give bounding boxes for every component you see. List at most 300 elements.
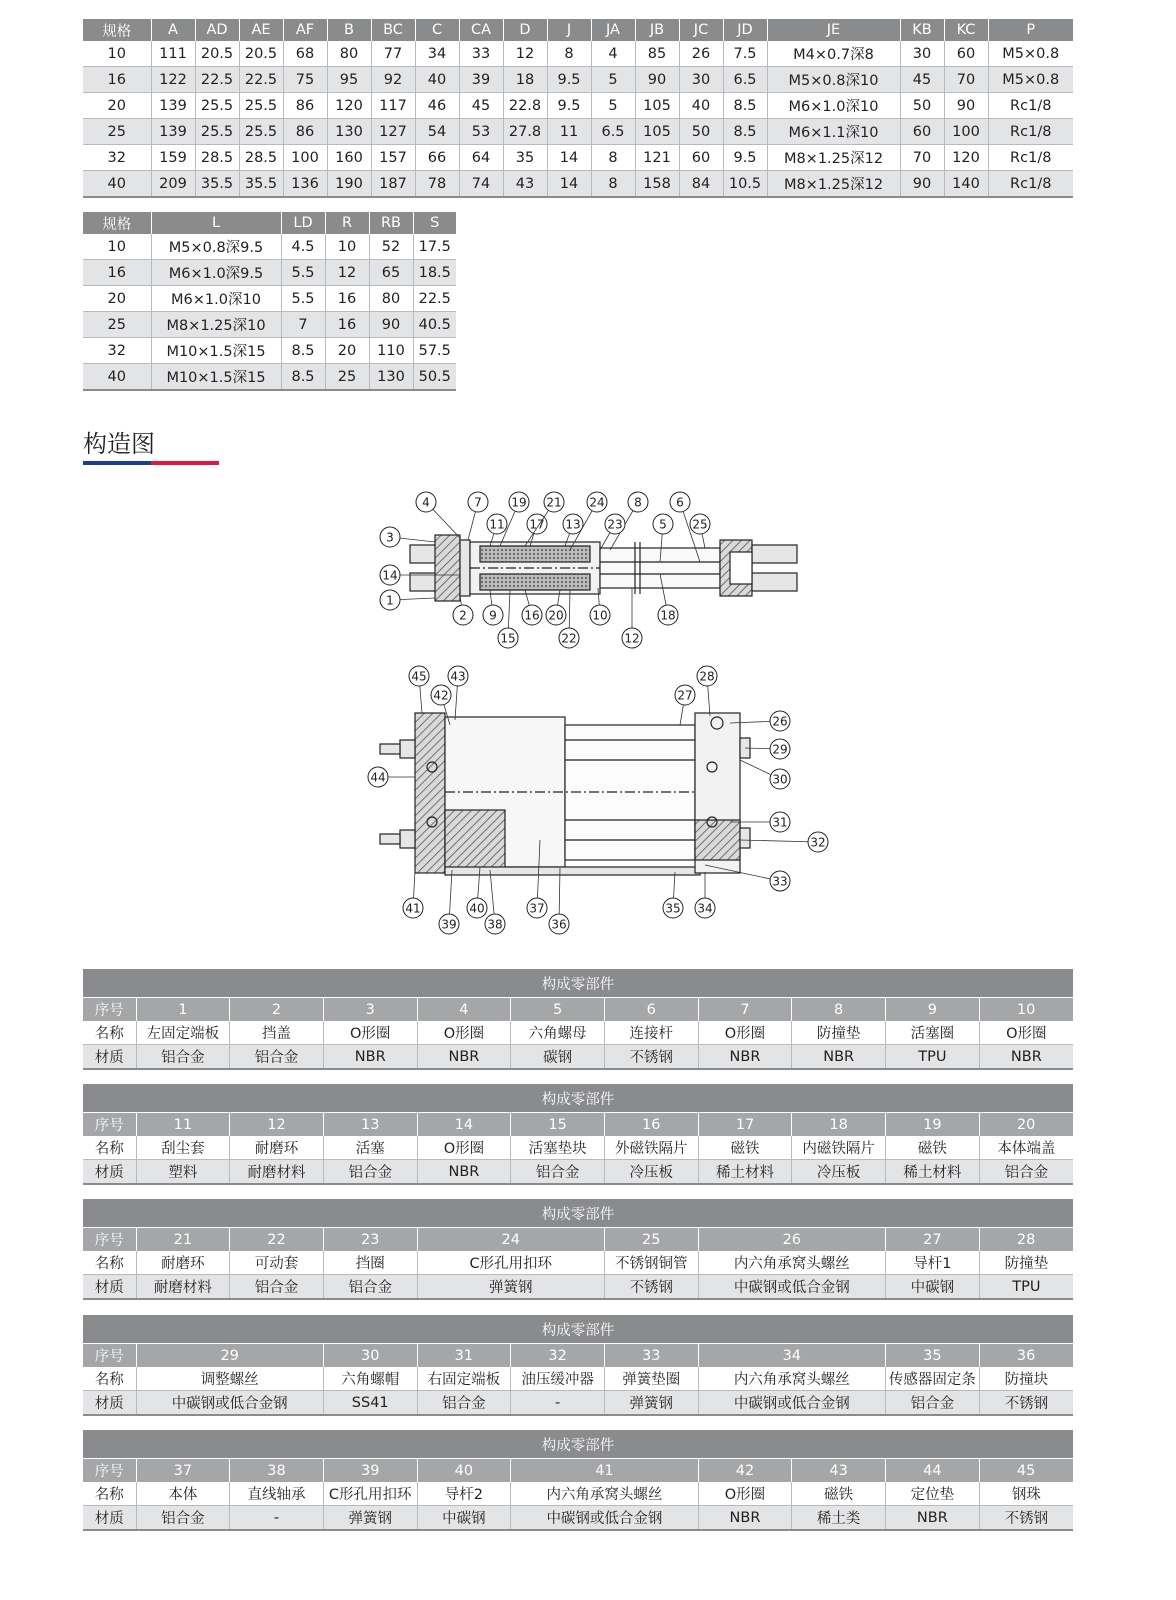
parts-cell: 30 [323,1344,417,1368]
parts-cell: O形圈 [417,1021,511,1045]
table-cell: 75 [283,67,327,93]
parts-cell: 6 [604,998,698,1022]
parts-cell: 铝合金 [417,1391,511,1416]
callout-number: 35 [665,901,681,916]
parts-table [83,1430,1074,1531]
parts-cell: C形孔用扣环 [323,1482,417,1506]
table-cell: 25 [325,364,369,391]
table-cell: 57.5 [413,338,456,364]
parts-cell: NBR [792,1045,886,1070]
parts-cell: 17 [698,1113,792,1137]
table-cell: 136 [283,171,327,198]
parts-cell: 15 [511,1113,605,1137]
parts-cell: 防撞垫 [979,1251,1073,1275]
callout-number: 22 [561,631,577,646]
table-cell: M4×0.7深8 [767,41,900,67]
parts-cell: 挡圈 [323,1251,417,1275]
table-cell: 90 [635,67,679,93]
row-label: 材质 [83,1160,136,1185]
parts-cell: 42 [698,1459,792,1483]
parts-cell: 铝合金 [323,1160,417,1185]
parts-cell: - [230,1506,324,1531]
column-header: 规格 [83,19,151,41]
table-cell: M10×1.5深15 [151,364,281,391]
table-cell: 8 [591,145,635,171]
parts-caption-row [83,1199,1073,1228]
parts-cell: 本体端盖 [979,1136,1073,1160]
parts-row-material [83,1275,1073,1300]
table-row [83,145,1073,171]
table-cell: 35.5 [195,171,239,198]
parts-cell: 40 [417,1459,511,1483]
callout-number: 20 [548,608,564,623]
table-cell: 22.8 [503,93,547,119]
parts-row-name [83,1021,1073,1045]
parts-cell: 磁铁 [792,1482,886,1506]
column-header: CA [459,19,503,41]
table-cell: M5×0.8 [988,41,1073,67]
table-row [83,338,456,364]
parts-cell: 39 [323,1459,417,1483]
table-cell: 18.5 [413,260,456,286]
callout-number: 3 [386,530,394,545]
parts-cell: 挡盖 [230,1021,324,1045]
section-title: 构造图 [83,430,155,458]
table-cell: M8×1.25深12 [767,171,900,198]
row-label: 名称 [83,1251,136,1275]
table-cell: 80 [327,41,371,67]
parts-cell: 内六角承窝头螺丝 [698,1251,885,1275]
table-cell: 22.5 [195,67,239,93]
parts-cell: 26 [698,1228,885,1252]
table-cell: 20.5 [239,41,283,67]
callout-number: 7 [474,495,482,510]
table-cell: 127 [371,119,415,145]
table-cell: 22.5 [413,286,456,312]
table-cell: 121 [635,145,679,171]
parts-cell: NBR [886,1506,980,1531]
table-cell: 26 [679,41,723,67]
callout-number: 31 [772,815,788,830]
row-label: 名称 [83,1136,136,1160]
plan-view [380,713,750,875]
table-cell: 60 [944,41,988,67]
callout-number: 27 [677,688,693,703]
table-cell: 52 [369,234,413,260]
row-label: 序号 [83,1228,136,1252]
table-cell: 22.5 [239,67,283,93]
table-cell: 16 [83,67,151,93]
parts-cell: 六角螺母 [511,1021,605,1045]
parts-cell: 弹簧钢 [323,1506,417,1531]
table-cell: 140 [944,171,988,198]
table-cell: 86 [283,93,327,119]
table-cell: 16 [325,312,369,338]
table-cell: M5×0.8 [988,67,1073,93]
table-cell: 66 [415,145,459,171]
parts-cell: 钢珠 [979,1482,1073,1506]
parts-cell: 铝合金 [886,1391,980,1416]
callout-number: 36 [551,917,567,932]
table-cell: 8.5 [281,364,325,391]
column-header: D [503,19,547,41]
table-cell: M6×1.0深10 [767,93,900,119]
table-cell: 28.5 [195,145,239,171]
table-cell: 40 [415,67,459,93]
table-cell: 28.5 [239,145,283,171]
table-cell: 10 [83,234,151,260]
table-cell: 5.5 [281,286,325,312]
callout-number: 6 [676,495,684,510]
callout-number: 24 [589,495,605,510]
table-cell: 9.5 [723,145,767,171]
parts-cell: 44 [886,1459,980,1483]
parts-cell: 耐磨环 [136,1251,230,1275]
table-cell: 8.5 [723,93,767,119]
callout-number: 44 [370,770,386,785]
parts-cell: 28 [979,1228,1073,1252]
parts-cell: TPU [979,1275,1073,1300]
callout-number: 34 [697,901,713,916]
table-cell: M6×1.1深10 [767,119,900,145]
table-cell: 158 [635,171,679,198]
parts-cell: 31 [417,1344,511,1368]
parts-cell: 活塞圈 [886,1021,980,1045]
parts-row-num [83,1228,1073,1252]
table-cell: 5 [591,93,635,119]
table-cell: 50 [900,93,944,119]
parts-cell: 34 [698,1344,885,1368]
row-label: 名称 [83,1021,136,1045]
table-cell: 25.5 [195,93,239,119]
parts-cell: 中碳钢 [417,1506,511,1531]
table-cell: 12 [325,260,369,286]
table-cell: 39 [459,67,503,93]
table-cell: 54 [415,119,459,145]
parts-cell: 5 [511,998,605,1022]
parts-cell: 铝合金 [323,1275,417,1300]
column-header: J [547,19,591,41]
parts-cell: 防撞垫 [792,1021,886,1045]
table-cell: 50 [679,119,723,145]
table-cell: 9.5 [547,93,591,119]
parts-cell: 29 [136,1344,323,1368]
table-cell: 8.5 [723,119,767,145]
column-header: R [325,212,369,234]
parts-cell: 9 [886,998,980,1022]
parts-caption-row [83,1084,1073,1113]
table-cell: 70 [944,67,988,93]
parts-cell: 中碳钢或低合金钢 [698,1275,885,1300]
table-cell: 86 [283,119,327,145]
column-header: JA [591,19,635,41]
column-header: S [413,212,456,234]
table-cell: 130 [369,364,413,391]
parts-cell: 中碳钢或低合金钢 [698,1391,885,1416]
table-cell: 90 [369,312,413,338]
parts-row-material [83,1391,1073,1416]
parts-cell: NBR [417,1045,511,1070]
table-cell: 187 [371,171,415,198]
callout-number: 41 [405,901,421,916]
row-label: 材质 [83,1391,136,1416]
column-header: KB [900,19,944,41]
callout-number: 14 [382,568,398,583]
parts-cell: NBR [698,1506,792,1531]
parts-cell: 14 [417,1113,511,1137]
parts-row-num [83,1459,1073,1483]
parts-row-material [83,1160,1073,1185]
parts-cell: 2 [230,998,324,1022]
callout-number: 4 [422,495,430,510]
callout-number: 25 [692,517,708,532]
parts-cell: 32 [511,1344,605,1368]
parts-table [83,1315,1074,1416]
parts-cell: 碳钢 [511,1045,605,1070]
table-cell: 8 [591,171,635,198]
table-cell: 40 [679,93,723,119]
parts-row-num [83,998,1073,1022]
callout-number: 33 [772,874,788,889]
table-cell: 10.5 [723,171,767,198]
column-header: JB [635,19,679,41]
table-cell: 32 [83,338,151,364]
callout-number: 10 [592,608,608,623]
row-label: 序号 [83,1113,136,1137]
parts-caption: 构成零部件 [83,1084,1073,1113]
parts-cell: NBR [698,1045,792,1070]
table-cell: 100 [283,145,327,171]
table-cell: 25 [83,119,151,145]
table-cell: 209 [151,171,195,198]
parts-row-name [83,1136,1073,1160]
parts-row-name [83,1367,1073,1391]
parts-cell: 10 [979,998,1073,1022]
column-header: 规格 [83,212,151,234]
parts-row-num [83,1113,1073,1137]
parts-cell: 12 [230,1113,324,1137]
table-cell: 40 [83,171,151,198]
parts-caption: 构成零部件 [83,969,1073,998]
table-cell: 4.5 [281,234,325,260]
table-cell: 11 [547,119,591,145]
parts-cell: NBR [979,1045,1073,1070]
table-cell: 34 [415,41,459,67]
table-cell: 20 [83,286,151,312]
callout-number: 40 [469,901,485,916]
parts-cell: 中碳钢或低合金钢 [511,1506,698,1531]
parts-cell: 20 [979,1113,1073,1137]
parts-table [83,1199,1074,1300]
table-cell: M8×1.25深12 [767,145,900,171]
parts-cell: 27 [886,1228,980,1252]
parts-cell: 稀土类 [792,1506,886,1531]
callout-number: 23 [607,517,623,532]
table-cell: 65 [369,260,413,286]
parts-cell: 7 [698,998,792,1022]
callout-number: 13 [565,517,581,532]
parts-cell: 耐磨材料 [136,1275,230,1300]
table-cell: 130 [327,119,371,145]
callout-number: 42 [433,688,449,703]
table-cell: 139 [151,119,195,145]
table-cell: M6×1.0深10 [151,286,281,312]
table-cell: 5.5 [281,260,325,286]
parts-cell: 11 [136,1113,230,1137]
row-label: 名称 [83,1482,136,1506]
table-cell: 25.5 [239,93,283,119]
column-header: JE [767,19,900,41]
parts-cell: 直线轴承 [230,1482,324,1506]
table-cell: 117 [371,93,415,119]
table-cell: Rc1/8 [988,93,1073,119]
dimension-table-secondary [83,212,456,391]
column-header: LD [281,212,325,234]
column-header: AF [283,19,327,41]
table-cell: 25.5 [239,119,283,145]
callout-number: 30 [772,772,788,787]
parts-cell: 连接杆 [604,1021,698,1045]
parts-cell: NBR [417,1160,511,1185]
parts-cell: 稀土材料 [886,1160,980,1185]
table-cell: 40.5 [413,312,456,338]
table-cell: 50.5 [413,364,456,391]
callout-number: 17 [529,517,545,532]
table-cell: 40 [83,364,151,391]
callout-leader [740,840,818,842]
table-row [83,41,1073,67]
row-label: 序号 [83,1344,136,1368]
parts-cell: 8 [792,998,886,1022]
parts-cell: 37 [136,1459,230,1483]
parts-cell: 45 [979,1459,1073,1483]
parts-cell: 塑料 [136,1160,230,1185]
parts-cell: 弹簧钢 [604,1391,698,1416]
table-cell: 30 [900,41,944,67]
table-cell: 105 [635,93,679,119]
parts-caption: 构成零部件 [83,1430,1073,1459]
table-cell: 45 [459,93,503,119]
parts-row-name [83,1482,1073,1506]
table-cell: 16 [325,286,369,312]
parts-row-material [83,1045,1073,1070]
table-cell: 14 [547,145,591,171]
parts-cell: O形圈 [323,1021,417,1045]
callout-number: 9 [489,608,497,623]
table-cell: 139 [151,93,195,119]
parts-cell: 外磁铁隔片 [604,1136,698,1160]
parts-cell: 内磁铁隔片 [792,1136,886,1160]
callout-number: 12 [624,631,640,646]
parts-row-num [83,1344,1073,1368]
parts-cell: 稀土材料 [698,1160,792,1185]
callout-number: 15 [500,631,516,646]
table-cell: 10 [83,41,151,67]
parts-cell: O形圈 [698,1021,792,1045]
column-header: KC [944,19,988,41]
column-header: B [327,19,371,41]
table-cell: 8 [547,41,591,67]
parts-cell: 1 [136,998,230,1022]
table-cell: 30 [679,67,723,93]
parts-cell: O形圈 [417,1136,511,1160]
table-cell: 157 [371,145,415,171]
parts-table [83,1084,1074,1185]
parts-cell: 41 [511,1459,698,1483]
table-cell: 12 [503,41,547,67]
table-cell: M6×1.0深9.5 [151,260,281,286]
parts-cell: 铝合金 [136,1506,230,1531]
parts-cell: 铝合金 [136,1045,230,1070]
table-cell: 68 [283,41,327,67]
table-cell: M10×1.5深15 [151,338,281,364]
table-cell: 32 [83,145,151,171]
parts-cell: 不锈钢 [979,1506,1073,1531]
callout-number: 28 [699,669,715,684]
parts-cell: SS41 [323,1391,417,1416]
parts-cell: 防撞块 [979,1367,1073,1391]
column-header: L [151,212,281,234]
table-cell: 80 [369,286,413,312]
table-cell: 190 [327,171,371,198]
column-header: C [415,19,459,41]
callout-number: 2 [459,608,467,623]
row-label: 名称 [83,1367,136,1391]
parts-cell: 4 [417,998,511,1022]
parts-cell: 油压缓冲器 [511,1367,605,1391]
table-cell: 160 [327,145,371,171]
table-cell: 7 [281,312,325,338]
callout-number: 45 [411,669,427,684]
parts-cell: 铝合金 [511,1160,605,1185]
parts-cell: 25 [604,1228,698,1252]
parts-cell: 不锈钢 [604,1045,698,1070]
row-label: 材质 [83,1275,136,1300]
parts-cell: 中碳钢 [886,1275,980,1300]
table-cell: 74 [459,171,503,198]
table-cell: 45 [900,67,944,93]
table-cell: 60 [679,145,723,171]
row-label: 材质 [83,1506,136,1531]
table-cell: 35.5 [239,171,283,198]
parts-caption: 构成零部件 [83,1199,1073,1228]
callout-number: 21 [546,495,562,510]
parts-cell: 13 [323,1113,417,1137]
parts-cell: TPU [886,1045,980,1070]
callout-number: 37 [529,901,545,916]
parts-cell: 可动套 [230,1251,324,1275]
parts-cell: 33 [604,1344,698,1368]
callout-number: 8 [634,495,642,510]
parts-caption-row [83,1315,1073,1344]
parts-cell: NBR [323,1045,417,1070]
parts-caption-row [83,969,1073,998]
parts-cell: 传感器固定条 [886,1367,980,1391]
parts-cell: 冷压板 [792,1160,886,1185]
dimension-table-main [83,19,1073,198]
row-label: 序号 [83,998,136,1022]
row-label: 序号 [83,1459,136,1483]
parts-cell: 活塞 [323,1136,417,1160]
parts-cell: 中碳钢或低合金钢 [136,1391,323,1416]
parts-cell: 18 [792,1113,886,1137]
row-label: 材质 [83,1045,136,1070]
table-cell: 90 [944,93,988,119]
table-cell: 53 [459,119,503,145]
column-header: A [151,19,195,41]
table-cell: 43 [503,171,547,198]
table-cell: 20 [325,338,369,364]
